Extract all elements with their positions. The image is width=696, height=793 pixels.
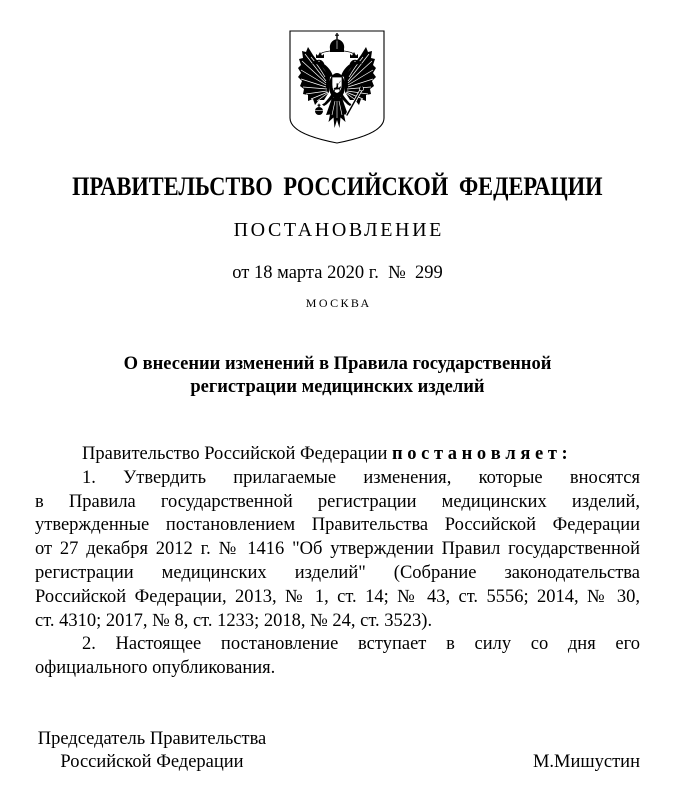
item1-line: в Правила государственной регистрации медицинских изделий, — [35, 491, 640, 512]
document-type: ПОСТАНОВЛЕНИЕ — [233, 219, 444, 241]
signatory-position-line: Председатель Правительства — [37, 729, 267, 749]
preamble — [35, 443, 640, 467]
signatory-name: М.Мишустин — [532, 752, 640, 772]
item1-line: регистрации медицинских изделий" (Собрание законодательства — [35, 562, 640, 583]
item1-line: 1. Утвердить прилагаемые изменения, которые вносятся — [82, 467, 640, 488]
document-body — [35, 443, 640, 681]
item1-line: ст. 4310; 2017, № 8, ст. 1233; 2018, № 24, ст. 3523). — [35, 610, 433, 631]
item1-line: утвержденные постановлением Правительства Российской Федерации — [35, 515, 640, 536]
document-heading — [35, 353, 640, 399]
item2-line: официального опубликования. — [35, 658, 276, 679]
date-and-number: от 18 марта 2020 г. № 299 — [232, 263, 443, 283]
item1-line: Российской Федерации, 2013, № 1, ст. 14; № 43, ст. 5556; 2014, № 30, — [35, 586, 640, 607]
signatory-position-line: Российской Федерации — [60, 752, 244, 772]
government-title-text: ПРАВИТЕЛЬСТВО РОССИЙСКОЙ ФЕДЕРАЦИИ — [71, 172, 603, 201]
item2-line: 2. Настоящее постановление вступает в силу со дня его — [82, 634, 640, 655]
government-title — [0, 174, 674, 200]
heading-line: О внесении изменений в Правила государственной — [123, 354, 552, 374]
heading-line: регистрации медицинских изделий — [190, 377, 485, 397]
central-shield — [332, 77, 342, 94]
signatory-position — [36, 728, 268, 774]
preamble-text: Правительство Российской Федерации — [82, 444, 388, 464]
coat-of-arms-icon — [289, 30, 385, 144]
city: МОСКВА — [305, 296, 372, 310]
decree-word: п о с т а н о в л я е т : — [392, 444, 568, 464]
item1-line: от 27 декабря 2012 г. № 1416 "Об утверждении Правил государственной — [35, 539, 640, 560]
